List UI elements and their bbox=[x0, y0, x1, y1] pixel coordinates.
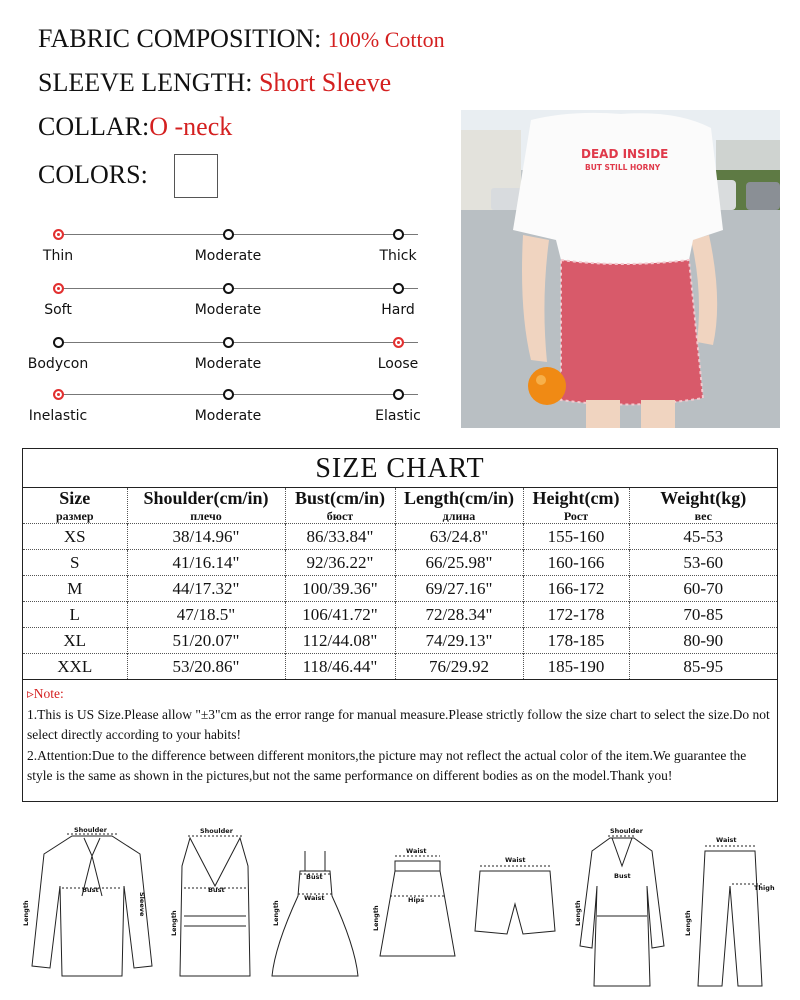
table-cell: 118/46.44" bbox=[285, 654, 395, 680]
scale-thin-thick bbox=[18, 222, 438, 276]
header-bust: Bust(cm/in) бюст bbox=[285, 488, 395, 524]
diagram-shorts bbox=[465, 826, 565, 986]
table-cell: 41/16.14" bbox=[127, 550, 285, 576]
header-height: Height(cm) Рост bbox=[523, 488, 629, 524]
scale-label-left: Soft bbox=[44, 302, 72, 318]
label-waist: Waist bbox=[505, 856, 526, 864]
label-length: Length bbox=[272, 900, 280, 926]
scale-label-right: Hard bbox=[381, 302, 415, 318]
label-length: Length bbox=[372, 905, 380, 931]
color-swatch-white[interactable] bbox=[174, 154, 218, 198]
sleeve-value: Short Sleeve bbox=[258, 68, 392, 97]
diagram-pants bbox=[680, 826, 780, 996]
sleeve-length bbox=[38, 68, 391, 98]
scale-dot-mid[interactable] bbox=[223, 229, 234, 240]
fabric-value: 100% Cotton bbox=[327, 27, 445, 52]
sleeve-label: SLEEVE LENGTH: bbox=[38, 68, 253, 97]
table-cell: S bbox=[23, 550, 127, 576]
label-bust: Bust bbox=[306, 873, 323, 881]
size-notes bbox=[23, 679, 777, 787]
scale-label-right: Loose bbox=[377, 356, 419, 372]
table-cell: 86/33.84" bbox=[285, 524, 395, 550]
table-row bbox=[23, 628, 777, 654]
table-cell: 106/41.72" bbox=[285, 602, 395, 628]
table-cell: M bbox=[23, 576, 127, 602]
diagram-blouse bbox=[22, 826, 162, 986]
table-cell: 69/27.16" bbox=[395, 576, 523, 602]
table-cell: XL bbox=[23, 628, 127, 654]
diagram-dress bbox=[270, 826, 360, 986]
table-cell: 76/29.92 bbox=[395, 654, 523, 680]
scale-dot-right[interactable] bbox=[393, 283, 404, 294]
size-chart-title: SIZE CHART bbox=[23, 449, 777, 488]
scale-label-left: Bodycon bbox=[27, 356, 89, 372]
scale-label-right: Elastic bbox=[375, 408, 421, 424]
scale-dot-mid[interactable] bbox=[223, 283, 234, 294]
size-chart bbox=[22, 448, 778, 802]
scale-track bbox=[60, 342, 418, 343]
scale-bodycon-loose bbox=[18, 330, 438, 384]
header-shoulder: Shoulder(cm/in) плечо bbox=[127, 488, 285, 524]
label-shoulder: Shoulder bbox=[610, 827, 643, 835]
table-cell: 112/44.08" bbox=[285, 628, 395, 654]
table-cell: XS bbox=[23, 524, 127, 550]
scale-label-right: Thick bbox=[379, 248, 417, 264]
table-cell: 60-70 bbox=[629, 576, 777, 602]
scale-dot-left-selected[interactable] bbox=[53, 229, 64, 240]
fabric-label: FABRIC COMPOSITION: bbox=[38, 24, 322, 53]
table-cell: 85-95 bbox=[629, 654, 777, 680]
table-cell: 53-60 bbox=[629, 550, 777, 576]
colors-label: COLORS: bbox=[38, 160, 148, 189]
note-1: 1.This is US Size.Please allow "±3"cm as the error range for manual measure.Please strictly follow the size chart to select the size.Do not select directly according to your habits! bbox=[27, 706, 770, 742]
label-waist: Waist bbox=[716, 836, 737, 844]
scale-track bbox=[60, 288, 418, 289]
note-2: 2.Attention:Due to the difference between different monitors,the picture may not reflect the actual color of the item.We guarantee the style is the same as shown in the pictures,but not the same performance on different bodies as on the model.Thank you! bbox=[27, 747, 747, 783]
scale-label-left: Thin bbox=[42, 248, 74, 264]
collar bbox=[38, 112, 232, 142]
table-cell: 185-190 bbox=[523, 654, 629, 680]
diagram-skirt bbox=[370, 826, 460, 986]
label-bust: Bust bbox=[82, 886, 99, 894]
label-bust: Bust bbox=[614, 872, 631, 880]
collar-label: COLLAR: bbox=[38, 112, 150, 141]
model-photo bbox=[461, 110, 780, 428]
header-weight: Weight(kg) вес bbox=[660, 488, 747, 523]
fabric-composition bbox=[38, 24, 445, 54]
table-cell: L bbox=[23, 602, 127, 628]
header-length: Length(cm/in) длина bbox=[395, 488, 523, 524]
label-shoulder: Shoulder bbox=[74, 826, 107, 834]
table-row bbox=[23, 602, 777, 628]
label-length: Length bbox=[684, 910, 692, 936]
scale-label-mid: Moderate bbox=[194, 248, 262, 264]
note-heading: ▹Note: bbox=[27, 686, 64, 701]
table-cell: 44/17.32" bbox=[127, 576, 285, 602]
table-row bbox=[23, 524, 777, 550]
header-size: Size размер bbox=[23, 488, 127, 524]
table-row bbox=[23, 654, 777, 680]
label-shoulder: Shoulder bbox=[200, 827, 233, 835]
table-cell: 166-172 bbox=[523, 576, 629, 602]
table-cell: 155-160 bbox=[523, 524, 629, 550]
size-table bbox=[23, 488, 777, 679]
collar-value: O -neck bbox=[149, 112, 233, 141]
table-cell: 72/28.34" bbox=[395, 602, 523, 628]
table-cell: 38/14.96" bbox=[127, 524, 285, 550]
shirt-print-line-1: DEAD INSIDE bbox=[581, 147, 669, 161]
shirt-print-line-2: BUT STILL HORNY bbox=[585, 163, 661, 172]
table-cell: XXL bbox=[23, 654, 127, 680]
colors bbox=[38, 160, 148, 190]
scale-label-mid: Moderate bbox=[194, 302, 262, 318]
table-cell: 100/39.36" bbox=[285, 576, 395, 602]
table-cell: 160-166 bbox=[523, 550, 629, 576]
table-cell: 80-90 bbox=[629, 628, 777, 654]
label-length: Length bbox=[22, 900, 30, 926]
table-cell: 53/20.86" bbox=[127, 654, 285, 680]
scale-label-mid: Moderate bbox=[194, 356, 262, 372]
diagram-coat bbox=[572, 826, 672, 996]
scale-track bbox=[60, 394, 418, 395]
label-thigh: Thigh bbox=[754, 884, 775, 892]
label-length: Length bbox=[574, 900, 582, 926]
scale-dot-left-selected[interactable] bbox=[53, 389, 64, 400]
scale-dot-left[interactable] bbox=[53, 337, 64, 348]
table-cell: 63/24.8" bbox=[395, 524, 523, 550]
table-row bbox=[23, 576, 777, 602]
table-cell: 45-53 bbox=[629, 524, 777, 550]
scale-dot-right[interactable] bbox=[393, 229, 404, 240]
scale-track bbox=[60, 234, 418, 235]
diagram-vest bbox=[170, 826, 260, 986]
table-row bbox=[23, 550, 777, 576]
scale-dot-right-selected[interactable] bbox=[393, 337, 404, 348]
label-waist: Waist bbox=[406, 847, 427, 855]
scale-label-mid: Moderate bbox=[194, 408, 262, 424]
scale-soft-hard bbox=[18, 276, 438, 330]
table-cell: 172-178 bbox=[523, 602, 629, 628]
scale-inelastic-elastic bbox=[18, 382, 438, 436]
table-cell: 51/20.07" bbox=[127, 628, 285, 654]
table-cell: 92/36.22" bbox=[285, 550, 395, 576]
label-waist: Waist bbox=[304, 894, 325, 902]
table-cell: 47/18.5" bbox=[127, 602, 285, 628]
table-cell: 66/25.98" bbox=[395, 550, 523, 576]
label-length: Length bbox=[170, 910, 178, 936]
scale-dot-mid[interactable] bbox=[223, 337, 234, 348]
scale-dot-mid[interactable] bbox=[223, 389, 234, 400]
label-bust: Bust bbox=[208, 886, 225, 894]
table-cell: 74/29.13" bbox=[395, 628, 523, 654]
size-table-header bbox=[23, 488, 777, 524]
scale-dot-right[interactable] bbox=[393, 389, 404, 400]
scale-label-left: Inelastic bbox=[28, 408, 88, 424]
scale-dot-left-selected[interactable] bbox=[53, 283, 64, 294]
table-cell: 70-85 bbox=[629, 602, 777, 628]
label-hips: Hips bbox=[408, 896, 425, 904]
label-sleeve: Sleeve bbox=[138, 892, 146, 917]
table-cell: 178-185 bbox=[523, 628, 629, 654]
